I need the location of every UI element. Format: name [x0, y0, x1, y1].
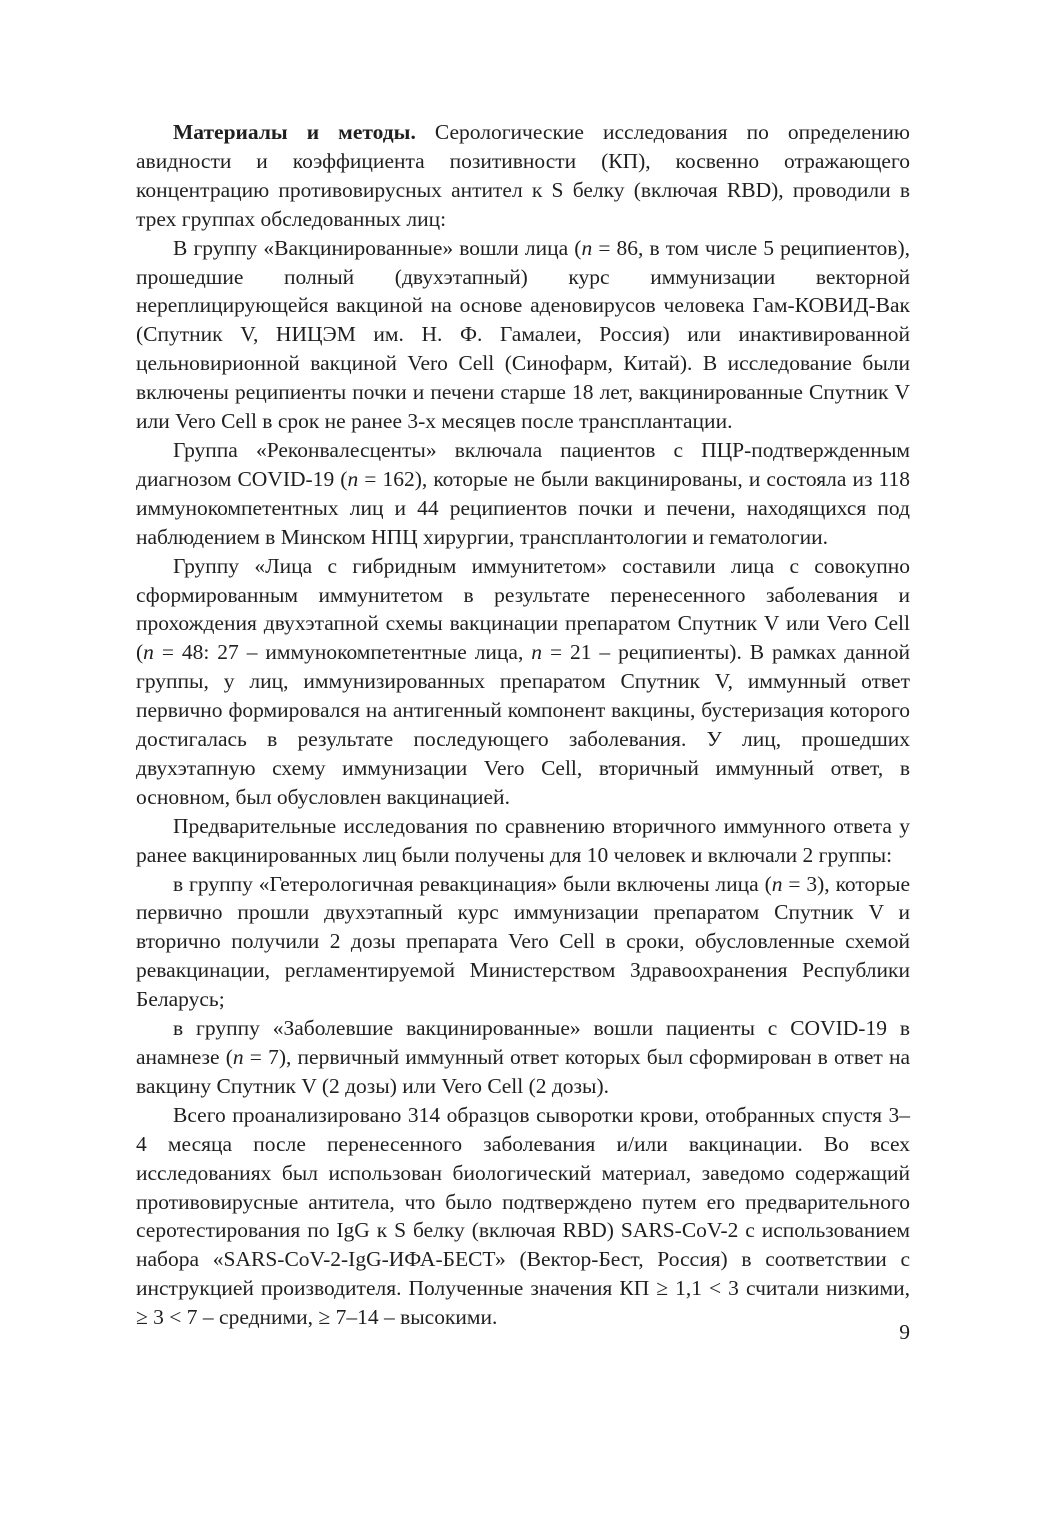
paragraph-convalescents-group: Группа «Реконвалесценты» включала пациентов с ПЦР-подтвержденным диагнозом COVID-19 (n = 162), которые не были вакцинированы, и состояла из 118 иммунокомпетентных лиц и 44 реципиентов почки и печени, находящихся под наблюдением в Минском НПЦ хирургии, трансплантологии и гематологии. — [136, 437, 910, 549]
paragraph-vaccinated-infected: в группу «Заболевшие вакцинированные» вошли пациенты с COVID-19 в анамнезе (n = 7), первичный иммунный ответ которых был сформирован в ответ на вакцину Спутник V (2 дозы) или Vero Cell (2 дозы). — [136, 1016, 910, 1098]
paragraph-preliminary-studies: Предварительные исследования по сравнению вторичного иммунного ответа у ранее вакцинированных лиц были получены для 10 человек и включали 2 группы: — [136, 813, 910, 867]
paragraph-vaccinated-group: В группу «Вакцинированные» вошли лица (n = 86, в том числе 5 реципиентов), прошедшие полный (двухэтапный) курс иммунизации векторной нереплицирующейся вакциной на основе аденовирусов человека Гам-КОВИД-Вак (Спутник V, НИЦЭМ им. Н. Ф. Гамалеи, Россия) или инактивированной цельновирионной вакциной Vero Cell (Синофарм, Китай). В исследование были включены реципиенты почки и печени старше 18 лет, вакцинированные Спутник V или Vero Cell в срок не ранее 3-х месяцев после трансплантации. — [136, 235, 910, 434]
paragraph-hybrid-immunity-group: Группу «Лица с гибридным иммунитетом» составили лица с совокупно сформированным иммунитетом в результате перенесенного заболевания и прохождения двухэтапной схемы вакцинации препаратом Спутник V или Vero Cell (n = 48: 27 – иммунокомпетентные лица, n = 21 – реципиенты). В рамках данной группы, у лиц, иммунизированных препаратом Спутник V, иммунный ответ первично формировался на антигенный компонент вакцины, бустеризация которого достигалась в результате последующего заболевания. У лиц, прошедших двухэтапную схему иммунизации Vero Cell, вторичный иммунный ответ, в основном, был обусловлен вакцинацией. — [136, 553, 910, 809]
paragraph-text: Серологические исследования по определению авидности и коэффициента позитивности (КП), косвенно отражающего концентрацию противовирусных антител к S белку (включая RBD), проводили в трех группах обследованных лиц: — [136, 120, 910, 231]
page-number: 9 — [899, 1320, 910, 1344]
section-heading-inline: Материалы и методы. — [173, 120, 416, 144]
paragraph-samples-analysis: Всего проанализировано 314 образцов сыворотки крови, отобранных спустя 3–4 месяца после перенесенного заболевания и/или вакцинации. Во всех исследованиях был использован биологический материал, заведомо содержащий противовирусные антитела, что было подтверждено путем его предварительного серотестирования по IgG к S белку (включая RBD) SARS-CoV-2 с использованием набора «SARS-CoV-2-IgG-ИФА-БЕСТ» (Вектор-Бест, Россия) в соответствии с инструкцией производителя. Полученные значения КП ≥ 1,1 < 3 считали низкими, ≥ 3 < 7 – средними, ≥ 7–14 – высокими. — [136, 1102, 910, 1330]
paragraph-materials-methods — [136, 118, 910, 234]
paragraph-heterologous-revaccination: в группу «Гетерологичная ревакцинация» были включены лица (n = 3), которые первично прошли двухэтапный курс иммунизации препаратом Спутник V и вторично получили 2 дозы препарата Vero Cell в сроки, обусловленные схемой ревакцинации, регламентируемой Министерством Здравоохранения Республики Беларусь; — [136, 871, 910, 1012]
body-text — [136, 118, 910, 1332]
